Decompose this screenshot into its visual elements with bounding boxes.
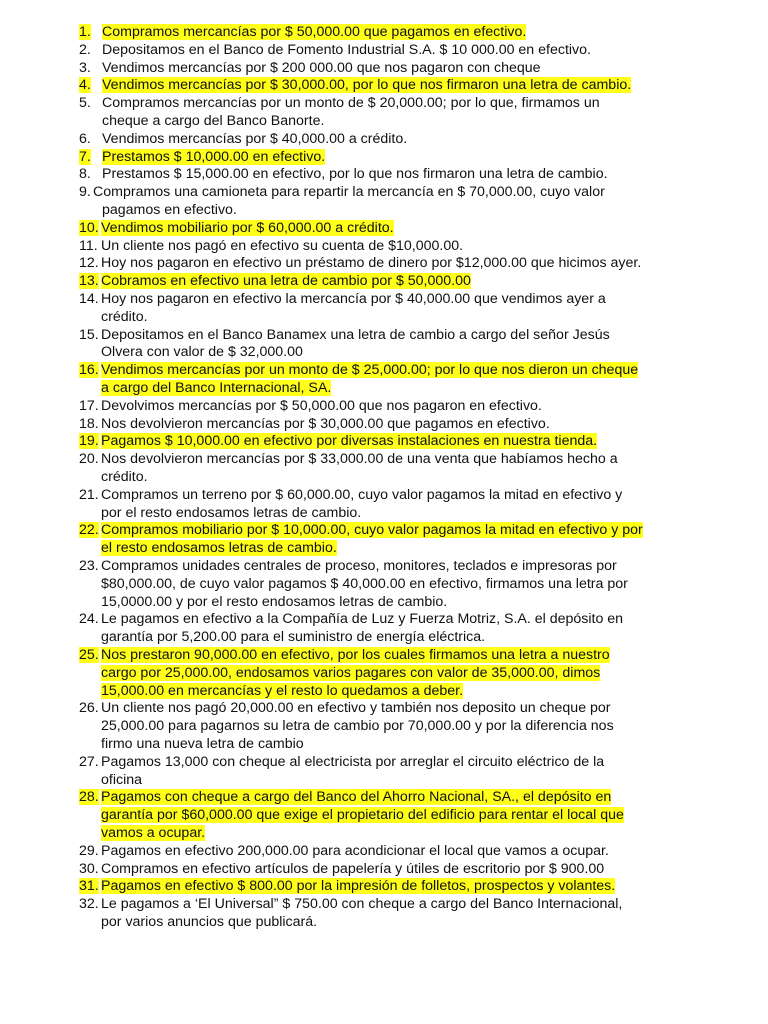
item-text: garantía por $60,000.00 que exige el propietario del edificio para rentar el local que: [101, 807, 624, 824]
item-number: 5.: [79, 95, 91, 112]
item-number: 14.: [79, 291, 99, 307]
item-text: firmo una nueva letra de cambio: [101, 736, 304, 752]
item-number: 7.: [79, 148, 91, 165]
item-number: 28.: [79, 789, 99, 806]
item-text: Compramos mercancías por $ 50,000.00 que pagamos en efectivo.: [102, 24, 527, 40]
item-number: 24.: [79, 611, 99, 628]
item-text: Pagamos en efectivo 200,000.00 para acondicionar el local que vamos a ocupar.: [101, 842, 609, 859]
item-text: Depositamos en el Banco Banamex una letra de cambio a cargo del señor Jesús: [101, 326, 610, 343]
item-number: 23.: [79, 558, 99, 574]
item-text: Hoy nos pagaron en efectivo un préstamo de dinero por $12,000.00 que hicimos ayer.: [101, 255, 642, 272]
item-text: Olvera con valor de $ 32,000.00: [101, 344, 303, 361]
item-text: Depositamos en el Banco de Fomento Industrial S.A. $ 10 000.00 en efectivo.: [102, 41, 591, 58]
item-text: Le pagamos a ‘El Universal” $ 750.00 con cheque a cargo del Banco Internacional,: [101, 896, 623, 913]
item-number: 30.: [79, 860, 99, 877]
item-text: 15,000.00 en mercancías y el resto lo quedamos a deber.: [101, 682, 464, 699]
item-text: Vendimos mercancías por $ 40,000.00 a crédito.: [102, 130, 408, 147]
item-text: Vendimos mercancías por $ 200 000.00 que nos pagaron con cheque: [102, 59, 541, 76]
item-text: oficina: [101, 771, 143, 788]
item-number: 16.: [79, 362, 99, 379]
item-number: 13.: [79, 273, 99, 290]
item-number: 22.: [79, 522, 99, 539]
item-number: 4.: [79, 77, 91, 94]
item-number: 32.: [79, 896, 99, 913]
item-number: 15.: [79, 326, 99, 343]
item-text: 15,0000.00 y por el resto endosamos letras de cambio.: [101, 593, 448, 610]
item-number: 9.: [79, 184, 91, 201]
item-number: 17.: [79, 397, 99, 414]
item-text: Cobramos en efectivo una letra de cambio por $ 50,000.00: [101, 273, 471, 290]
item-text: el resto endosamos letras de cambio.: [101, 540, 337, 557]
item-text: garantía por 5,200.00 para el suministro de energía eléctrica.: [101, 629, 486, 646]
item-number: 6.: [79, 130, 91, 147]
item-text: Compramos mercancías por un monto de $ 20,000.00; por lo que, firmamos un: [102, 95, 600, 112]
item-text: Compramos en efectivo artículos de papelería y útiles de escritorio por $ 900.00: [101, 860, 605, 877]
item-text: Vendimos mercancías por $ 30,000.00, por lo que nos firmaron una letra de cambio.: [102, 77, 632, 94]
item-text: Un cliente nos pagó en efectivo su cuenta de $10,000.00.: [101, 237, 464, 254]
item-text: a cargo del Banco Internacional, SA.: [101, 380, 332, 396]
item-number: 18.: [79, 415, 99, 432]
item-text: por el resto endosamos letras de cambio.: [101, 504, 362, 521]
item-text: Nos prestaron 90,000.00 en efectivo, por los cuales firmamos una letra a nuestro: [101, 647, 610, 663]
item-number: 12.: [79, 255, 99, 272]
item-number: 20.: [79, 451, 99, 468]
item-text: Compramos una camioneta para repartir la mercancía en $ 70,000.00, cuyo valor: [93, 184, 605, 201]
item-text: por varios anuncios que publicará.: [101, 914, 318, 930]
item-text: cheque a cargo del Banco Banorte.: [102, 113, 325, 129]
item-text: Pagamos 13,000 con cheque al electricista por arreglar el circuito eléctrico de la: [101, 753, 605, 770]
item-number: 3.: [79, 59, 91, 76]
item-text: Devolvimos mercancías por $ 50,000.00 que nos pagaron en efectivo.: [101, 397, 542, 414]
item-number: 19.: [79, 433, 99, 450]
item-text: Pagamos $ 10,000.00 en efectivo por diversas instalaciones en nuestra tienda.: [101, 433, 598, 450]
item-text: Le pagamos en efectivo a la Compañía de Luz y Fuerza Motriz, S.A. el depósito en: [101, 611, 624, 628]
item-number: 29.: [79, 842, 99, 859]
item-text: cargo por 25,000.00, endosamos varios pagares con valor de 35,000.00, dimos: [101, 664, 601, 681]
item-number: 21.: [79, 486, 99, 503]
item-text: Hoy nos pagaron en efectivo la mercancía por $ 40,000.00 que vendimos ayer a: [101, 291, 606, 307]
item-number: 27.: [79, 753, 99, 770]
item-number: 11.: [79, 237, 98, 254]
item-number: 8.: [79, 166, 91, 183]
item-text: vamos a ocupar.: [101, 825, 206, 841]
item-text: Compramos un terreno por $ 60,000.00, cuyo valor pagamos la mitad en efectivo y: [101, 486, 623, 503]
item-number: 2.: [79, 41, 91, 58]
item-text: crédito.: [101, 469, 148, 485]
item-text: Compramos mobiliario por $ 10,000.00, cuyo valor pagamos la mitad en efectivo y por: [101, 522, 643, 539]
item-number: 31.: [79, 878, 99, 895]
item-text: Vendimos mercancías por un monto de $ 25,000.00; por lo que nos dieron un cheque: [101, 362, 639, 379]
item-number: 25.: [79, 647, 99, 663]
item-text: Vendimos mobiliario por $ 60,000.00 a crédito.: [101, 219, 394, 236]
item-text: 25,000.00 para pagarnos su letra de cambio por 70,000.00 y por la diferencia nos: [101, 718, 614, 735]
item-text: crédito.: [101, 308, 148, 325]
item-text: Compramos unidades centrales de proceso, monitores, teclados e impresoras por: [101, 558, 617, 574]
item-text: $80,000.00, de cuyo valor pagamos $ 40,000.00 en efectivo, firmamos una letra por: [101, 575, 628, 592]
item-text: Pagamos en efectivo $ 800.00 por la impresión de folletos, prospectos y volantes.: [101, 878, 616, 895]
item-text: Pagamos con cheque a cargo del Banco del Ahorro Nacional, SA., el depósito en: [101, 789, 612, 806]
item-text: pagamos en efectivo.: [102, 202, 237, 218]
item-text: Nos devolvieron mercancías por $ 33,000.00 de una venta que habíamos hecho a: [101, 451, 618, 468]
item-number: 10.: [79, 219, 99, 236]
item-number: 1.: [79, 24, 91, 40]
item-text: Nos devolvieron mercancías por $ 30,000.00 que pagamos en efectivo.: [101, 415, 550, 432]
item-text: Un cliente nos pagó 20,000.00 en efectivo y también nos deposito un cheque por: [101, 700, 611, 717]
item-text: Prestamos $ 15,000.00 en efectivo, por lo que nos firmaron una letra de cambio.: [102, 166, 608, 183]
item-text: Prestamos $ 10,000.00 en efectivo.: [102, 148, 326, 165]
item-number: 26.: [79, 700, 99, 717]
